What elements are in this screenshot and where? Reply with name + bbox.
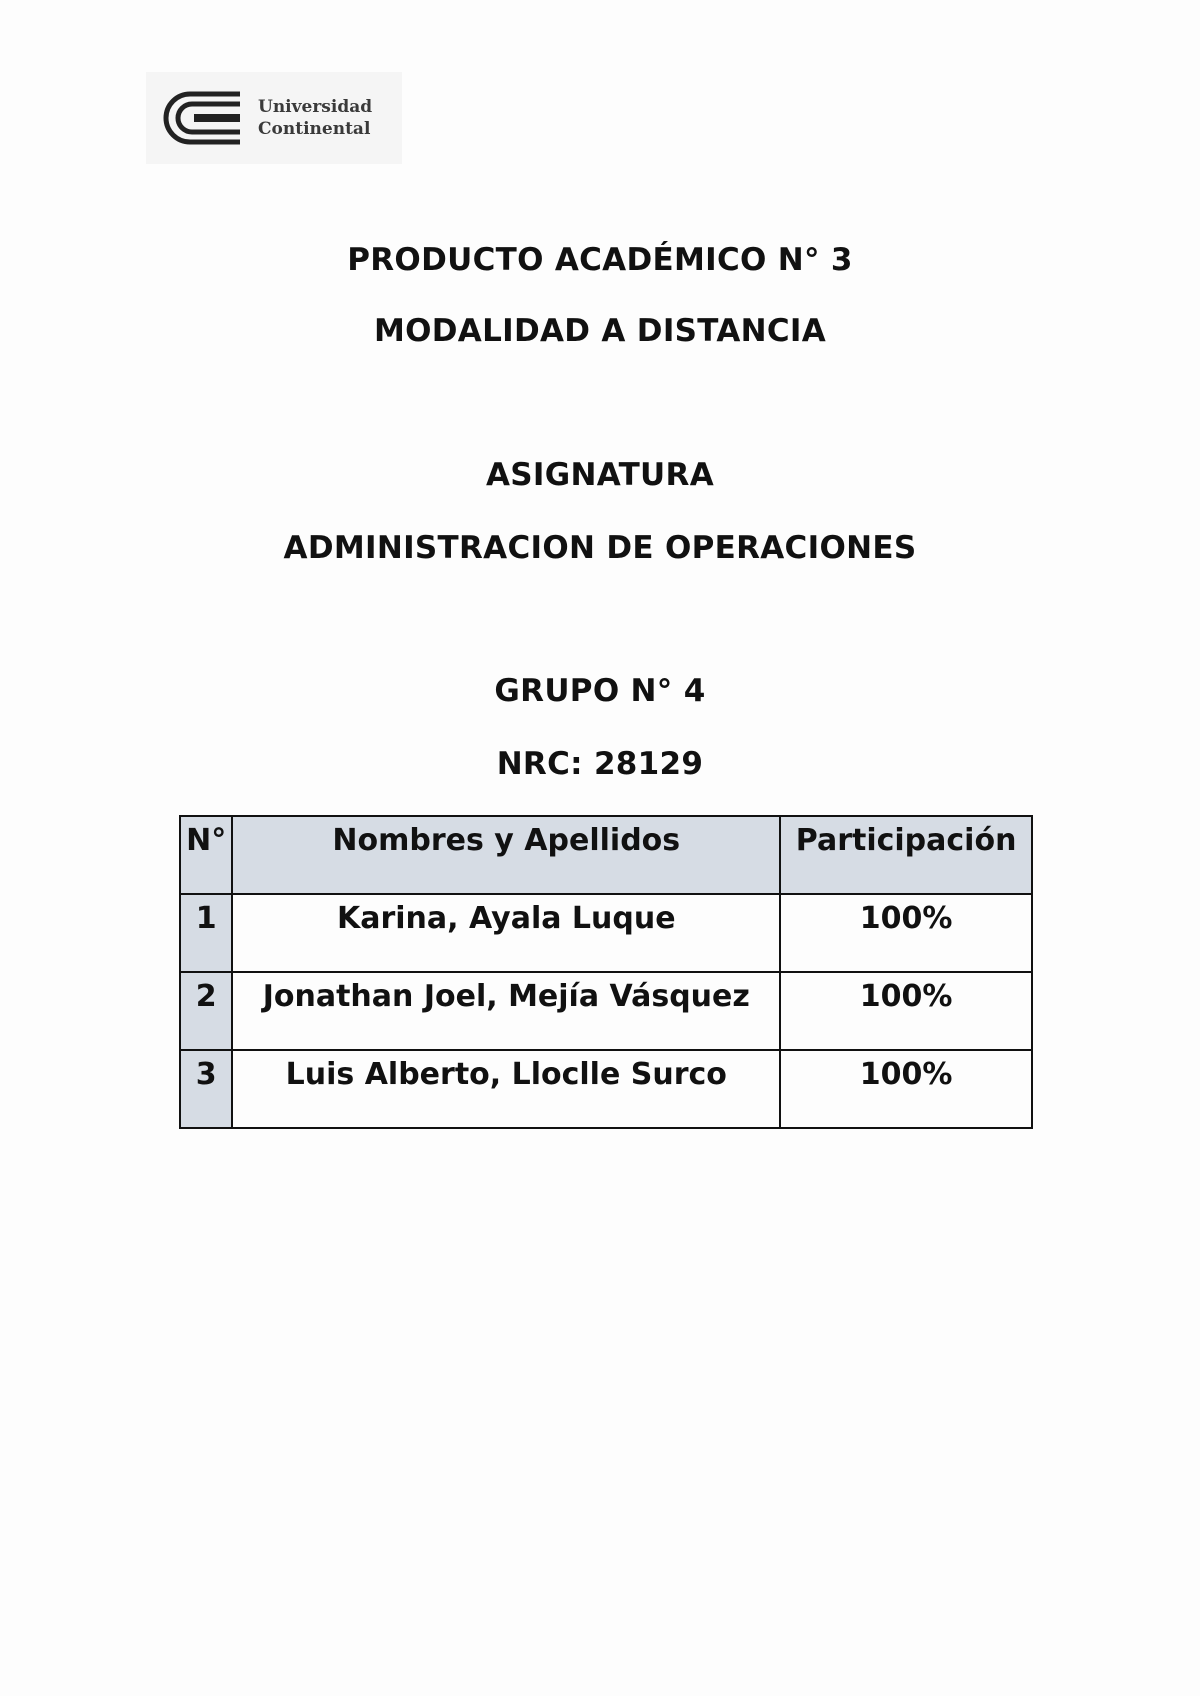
- modality-title: MODALIDAD A DISTANCIA: [373, 313, 827, 349]
- header-participation: Participación: [780, 816, 1032, 894]
- course-name: ADMINISTRACION DE OPERACIONES: [283, 530, 917, 566]
- nrc-code: NRC: 28129: [496, 746, 704, 782]
- university-logo: [146, 72, 402, 164]
- member-participation: 100%: [780, 894, 1032, 972]
- table-row: [180, 1050, 1032, 1128]
- member-name: Luis Alberto, Lloclle Surco: [232, 1050, 780, 1128]
- row-number: 2: [180, 972, 232, 1050]
- row-number: 1: [180, 894, 232, 972]
- header-number: N°: [180, 816, 232, 894]
- product-title: PRODUCTO ACADÉMICO N° 3: [347, 242, 853, 278]
- table-header-row: [180, 816, 1032, 894]
- header-names: Nombres y Apellidos: [232, 816, 780, 894]
- member-name: Jonathan Joel, Mejía Vásquez: [232, 972, 780, 1050]
- logo-wordmark: [258, 96, 372, 140]
- member-participation: 100%: [780, 1050, 1032, 1128]
- row-number: 3: [180, 1050, 232, 1128]
- member-name: Karina, Ayala Luque: [232, 894, 780, 972]
- group-name: GRUPO N° 4: [494, 673, 706, 709]
- member-participation: 100%: [780, 972, 1032, 1050]
- logo-line-2: Continental: [258, 119, 371, 139]
- table-row: [180, 972, 1032, 1050]
- members-table: [179, 815, 1033, 1129]
- course-label: ASIGNATURA: [485, 457, 714, 493]
- table-row: [180, 894, 1032, 972]
- university-emblem-icon: [160, 88, 244, 148]
- logo-line-1: Universidad: [258, 97, 373, 117]
